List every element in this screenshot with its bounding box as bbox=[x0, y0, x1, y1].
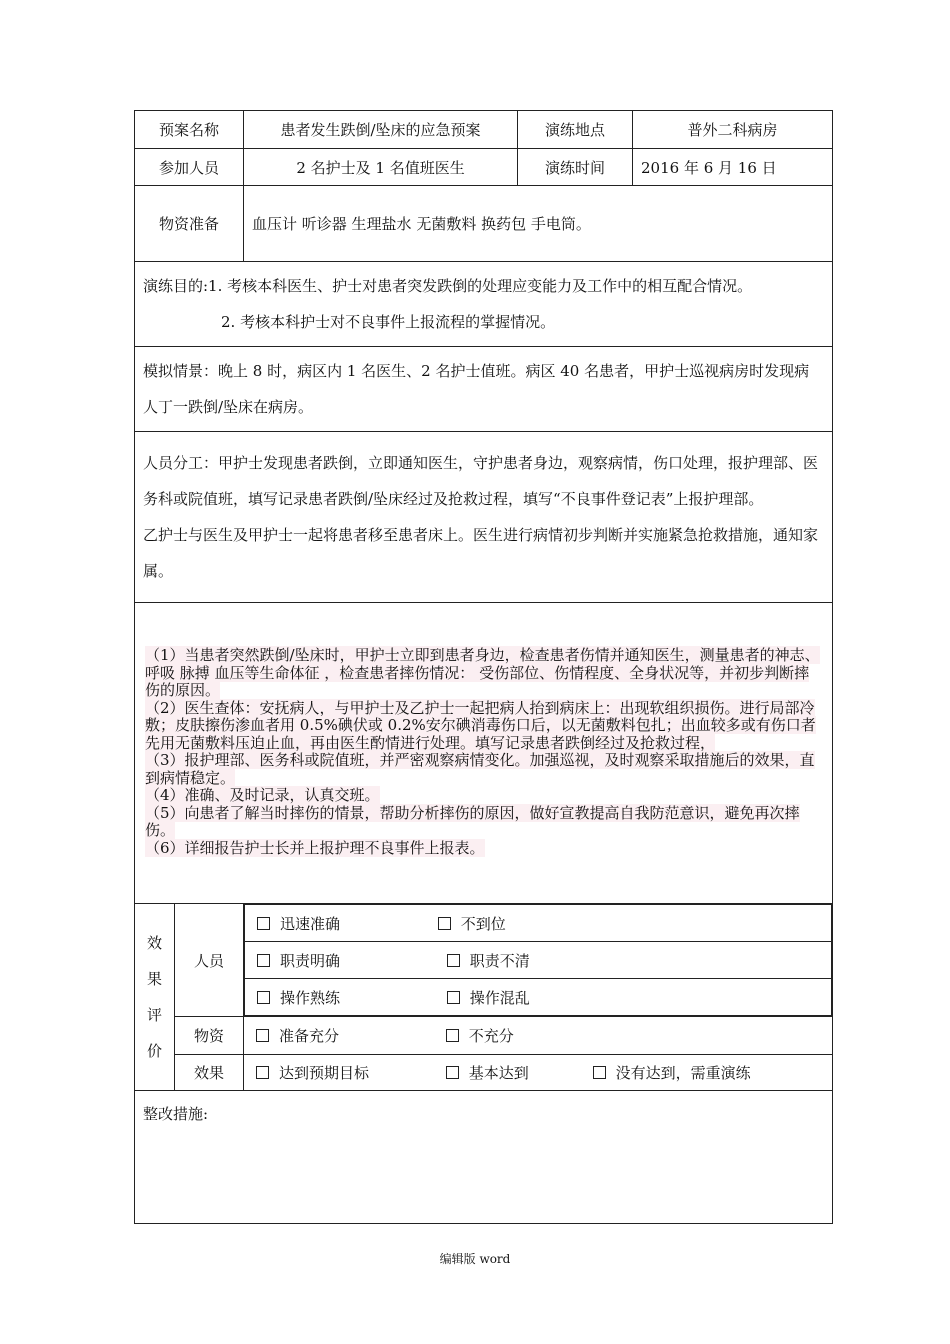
checkbox-icon bbox=[257, 917, 270, 930]
option-basically-achieved[interactable]: 基本达到 bbox=[446, 1062, 588, 1083]
option-insufficient[interactable]: 不充分 bbox=[446, 1025, 514, 1046]
form-table bbox=[134, 110, 833, 1224]
checkbox-icon bbox=[447, 954, 460, 967]
division-row bbox=[135, 432, 833, 603]
checkbox-icon bbox=[446, 1066, 459, 1079]
checkbox-icon bbox=[447, 991, 460, 1004]
scenario-text: 模拟情景：晚上 8 时，病区内 1 名医生、2 名护士值班。病区 40 名患者，甲护士巡视病房时发现病人丁一跌倒/坠床在病房。 bbox=[135, 347, 833, 432]
option-clear-duties[interactable]: 职责明确 bbox=[257, 950, 442, 971]
plan-name-row bbox=[135, 111, 833, 149]
page-footer: 编辑版 word bbox=[439, 1252, 511, 1266]
time-value: 2016 年 6 月 16 日 bbox=[633, 149, 833, 186]
participants-value: 2 名护士及 1 名值班医生 bbox=[244, 149, 518, 186]
option-swift-accurate[interactable]: 迅速准确 bbox=[257, 913, 433, 934]
option-goal-achieved[interactable]: 达到预期目标 bbox=[256, 1062, 441, 1083]
purpose-line-2: 2. 考核本科护士对不良事件上报流程的掌握情况。 bbox=[221, 313, 556, 331]
step-3: （3）报护理部、医务科或院值班，并严密观察病情变化。加强巡视，及时观察采取措施后的效果，直到病情稳定。 bbox=[145, 751, 815, 787]
checkbox-icon bbox=[446, 1029, 459, 1042]
division-paragraph-1: 人员分工：甲护士发现患者跌倒，立即通知医生，守护患者身边，观察病情，伤口处理，报护理部、医务科或院值班，填写记录患者跌倒/坠床经过及抢救过程，填写“不良事件登记表”上报护理部。 bbox=[143, 454, 819, 508]
plan-name-label: 预案名称 bbox=[135, 111, 244, 149]
location-label: 演练地点 bbox=[518, 111, 633, 149]
eval-effect-label: 效果 bbox=[175, 1055, 244, 1091]
personnel-options bbox=[244, 904, 832, 1016]
time-label: 演练时间 bbox=[518, 149, 633, 186]
materials-label: 物资准备 bbox=[135, 186, 244, 262]
eval-effect-row bbox=[135, 1055, 833, 1091]
division-paragraph-2: 乙护士与医生及甲护士一起将患者移至患者床上。医生进行病情初步判断并实施紧急抢救措施，通知家属。 bbox=[143, 526, 819, 580]
location-value: 普外二科病房 bbox=[633, 111, 833, 149]
step-2: （2）医生查体：安抚病人，与甲护士及乙护士一起把病人抬到病床上：出现软组织损伤。进行局部冷敷；皮肤擦伤渗血者用 0.5%碘伏或 0.2%安尔碘消毒伤口后，以无菌敷料包扎；出血较多或有伤口者先用无菌敷料压迫止血，再由医生酌情进行处理。填写记录患者跌倒经过及抢救过程， bbox=[145, 698, 816, 752]
materials-value: 血压计 听诊器 生理盐水 无菌敷料 换药包 手电筒。 bbox=[244, 186, 833, 262]
step-4: （4）准确、及时记录，认真交班。 bbox=[145, 786, 380, 804]
checkbox-icon bbox=[256, 1066, 269, 1079]
checkbox-icon bbox=[257, 991, 270, 1004]
checkbox-icon bbox=[256, 1029, 269, 1042]
purpose-row bbox=[135, 262, 833, 347]
checkbox-icon bbox=[593, 1066, 606, 1079]
participants-label: 参加人员 bbox=[135, 149, 244, 186]
option-fully-prepared[interactable]: 准备充分 bbox=[256, 1025, 441, 1046]
personnel-label: 人员 bbox=[175, 904, 244, 1017]
participants-row bbox=[135, 149, 833, 186]
steps-row bbox=[135, 603, 833, 904]
plan-name-value: 患者发生跌倒/坠床的应急预案 bbox=[244, 111, 518, 149]
option-not-achieved[interactable]: 没有达到，需重演练 bbox=[593, 1062, 751, 1083]
rectification-row bbox=[135, 1091, 833, 1224]
scenario-row bbox=[135, 347, 833, 432]
rectification-field[interactable]: 整改措施: bbox=[135, 1091, 833, 1224]
eval-personnel-row bbox=[135, 904, 833, 1017]
materials-row bbox=[135, 186, 833, 262]
step-5: （5）向患者了解当时摔伤的情景，帮助分析摔伤的原因，做好宣教提高自我防范意识，避免再次摔伤。 bbox=[145, 803, 800, 839]
purpose-line-1: 演练目的:1. 考核本科医生、护士对患者突发跌倒的处理应变能力及工作中的相互配合情况。 bbox=[143, 277, 753, 295]
checkbox-icon bbox=[257, 954, 270, 967]
checkbox-icon bbox=[438, 917, 451, 930]
eval-materials-row bbox=[135, 1017, 833, 1055]
step-6: （6）详细报告护士长并上报护理不良事件上报表。 bbox=[145, 838, 485, 857]
eval-label: 效 果 评 价 bbox=[135, 904, 175, 1091]
drill-record-form bbox=[134, 110, 832, 1224]
eval-materials-label: 物资 bbox=[175, 1017, 244, 1055]
option-skilled-operation[interactable]: 操作熟练 bbox=[257, 987, 442, 1008]
option-inadequate[interactable]: 不到位 bbox=[438, 913, 506, 934]
step-1: （1）当患者突然跌倒/坠床时，甲护士立即到患者身边，检查患者伤情并通知医生，测量患者的神志、呼吸 脉搏 血压等生命体征 ，检查患者摔伤情况： 受伤部位、伤情程度、全身状况等，并初步判断摔伤的原因。 bbox=[145, 646, 820, 699]
option-chaotic-operation[interactable]: 操作混乱 bbox=[447, 987, 530, 1008]
option-unclear-duties[interactable]: 职责不清 bbox=[447, 950, 530, 971]
